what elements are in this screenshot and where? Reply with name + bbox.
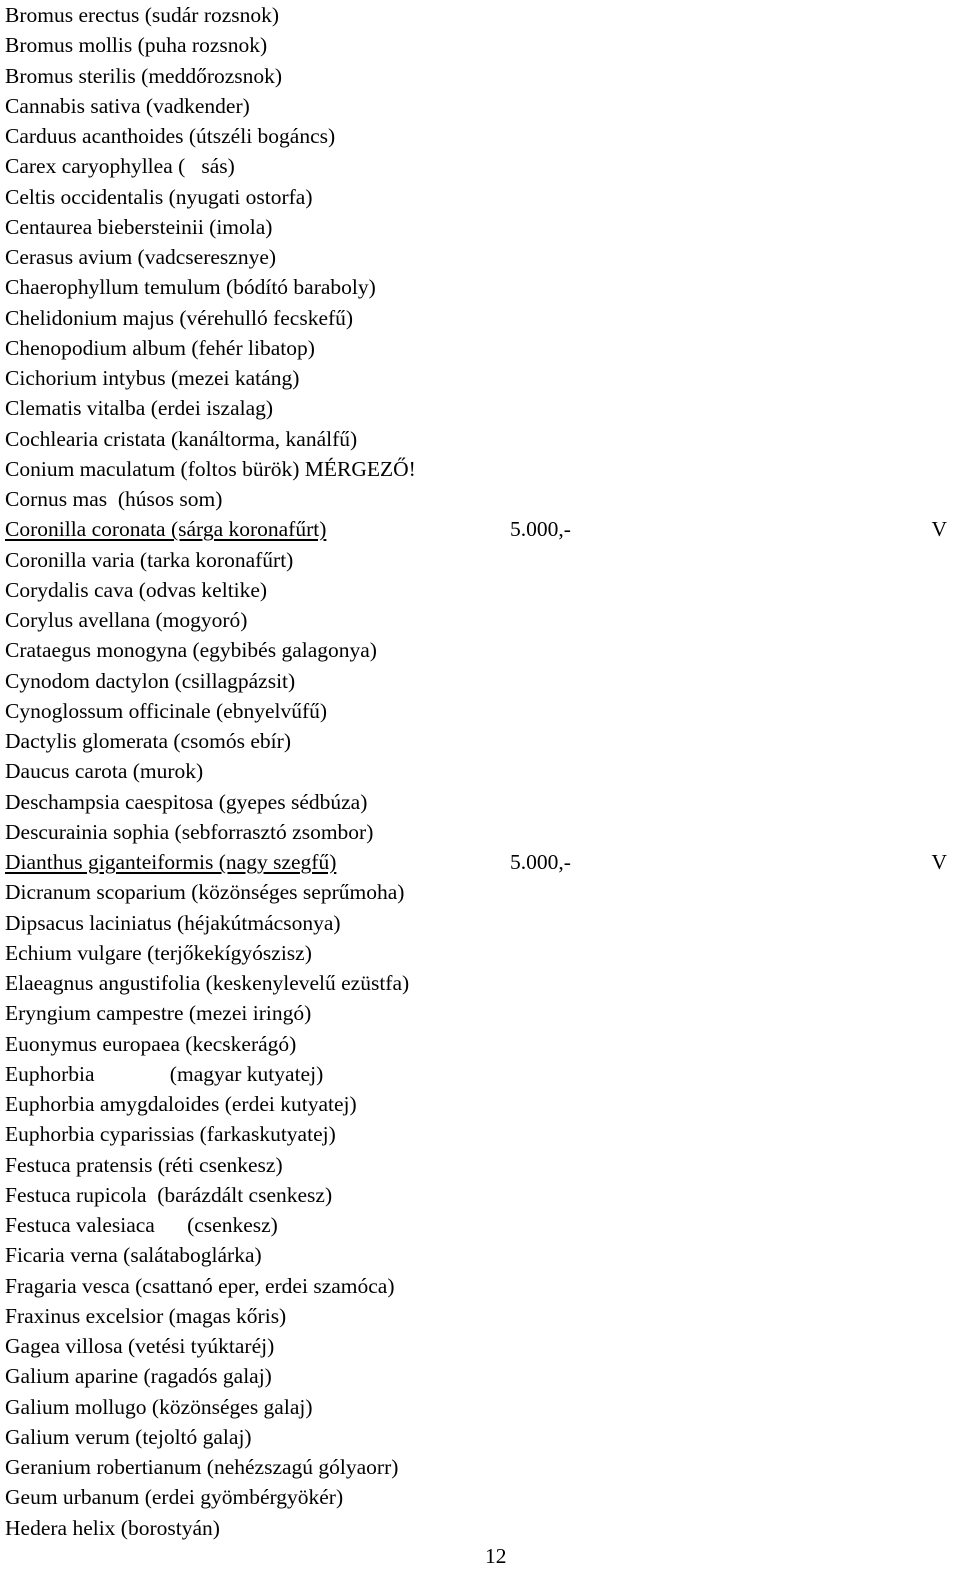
species-row (5, 61, 955, 91)
species-name: Bromus mollis (puha rozsnok) (5, 33, 268, 58)
species-name: Coronilla coronata (sárga koronafűrt) (5, 517, 327, 542)
species-row (5, 151, 955, 181)
species-row (5, 968, 955, 998)
species-name: Euphorbia amygdaloides (erdei kutyatej) (5, 1092, 357, 1116)
species-name: Centaurea biebersteinii (imola) (5, 214, 273, 239)
species-row (5, 1482, 955, 1512)
species-row (5, 545, 955, 575)
species-name: Coronilla varia (tarka koronafűrt) (5, 547, 294, 572)
species-name: Carduus acanthoides (útszéli bogáncs) (5, 124, 336, 148)
species-name: Galium verum (tejoltó galaj) (5, 1424, 252, 1449)
species-name: Crataegus monogyna (egybibés galagonya) (5, 638, 377, 663)
species-row (5, 938, 955, 968)
species-row (5, 575, 955, 605)
species-row (5, 877, 955, 907)
species-row (5, 817, 955, 847)
species-row (5, 1089, 955, 1119)
species-name: Hedera helix (borostyán) (5, 1515, 220, 1540)
species-row (5, 635, 955, 665)
species-name: Euonymus europaea (kecskerágó) (5, 1031, 297, 1056)
species-row (5, 726, 955, 756)
species-price: 5.000,- (510, 517, 571, 542)
species-name: Chelidonium majus (vérehulló fecskefű) (5, 305, 354, 330)
species-name: Geranium robertianum (nehézszagú gólyaorr) (5, 1455, 399, 1479)
species-name: Festuca rupicola (barázdált csenkesz) (5, 1182, 333, 1207)
species-name: Fraxinus excelsior (magas kőris) (5, 1303, 287, 1328)
species-name: Elaeagnus angustifolia (keskenylevelű ezüstfa) (5, 971, 410, 995)
species-name: Descurainia sophia (sebforrasztó zsombor) (5, 819, 374, 844)
species-name: Geum urbanum (erdei gyömbérgyökér) (5, 1485, 344, 1510)
species-name: Chaerophyllum temulum (bódító baraboly) (5, 275, 376, 300)
species-row (5, 1422, 955, 1452)
species-row (5, 1029, 955, 1059)
species-name: Bromus erectus (sudár rozsnok) (5, 3, 280, 27)
species-row (5, 182, 955, 212)
species-list (5, 0, 955, 1543)
species-row (5, 303, 955, 333)
species-row (5, 121, 955, 151)
species-name: Corydalis cava (odvas keltike) (5, 577, 268, 602)
species-name: Bromus sterilis (meddőrozsnok) (5, 63, 283, 88)
species-name: Euphorbia cyparissias (farkaskutyatej) (5, 1122, 336, 1147)
species-name: Dipsacus laciniatus (héjakútmácsonya) (5, 910, 341, 935)
species-name: Deschampsia caespitosa (gyepes sédbúza) (5, 789, 368, 814)
species-name: Galium aparine (ragadós galaj) (5, 1364, 272, 1389)
species-row (5, 908, 955, 938)
species-row (5, 787, 955, 817)
species-name: Cynodom dactylon (csillagpázsit) (5, 668, 296, 693)
species-row (5, 1059, 955, 1089)
species-price: 5.000,- (510, 850, 571, 874)
species-row (5, 1150, 955, 1180)
species-name: Ficaria verna (salátaboglárka) (5, 1243, 262, 1268)
species-name: Daucus carota (murok) (5, 759, 204, 784)
species-name: Celtis occidentalis (nyugati ostorfa) (5, 184, 313, 209)
species-row (5, 1210, 955, 1240)
species-name: Cannabis sativa (vadkender) (5, 93, 250, 118)
species-row (5, 91, 955, 121)
species-name: Euphorbia (magyar kutyatej) (5, 1061, 324, 1086)
species-row (5, 514, 955, 544)
species-name: Cerasus avium (vadcseresznye) (5, 245, 277, 269)
species-row (5, 454, 955, 484)
species-row (5, 0, 955, 30)
species-row (5, 393, 955, 423)
species-row (5, 1180, 955, 1210)
species-name: Cornus mas (húsos som) (5, 487, 223, 511)
species-name: Cichorium intybus (mezei katáng) (5, 366, 300, 390)
species-row (5, 1513, 955, 1543)
species-name: Festuca valesiaca (csenkesz) (5, 1213, 278, 1237)
species-row (5, 998, 955, 1028)
species-row (5, 666, 955, 696)
species-name: Echium vulgare (terjőkekígyószisz) (5, 940, 312, 965)
species-name: Chenopodium album (fehér libatop) (5, 335, 315, 360)
species-row (5, 242, 955, 272)
species-row (5, 1392, 955, 1422)
species-row (5, 484, 955, 514)
species-row (5, 272, 955, 302)
species-name: Gagea villosa (vetési tyúktaréj) (5, 1334, 275, 1358)
species-row (5, 1301, 955, 1331)
species-flag: V (931, 850, 947, 874)
species-name: Conium maculatum (foltos bürök) MÉRGEZŐ! (5, 456, 416, 481)
species-name: Festuca pratensis (réti csenkesz) (5, 1152, 283, 1177)
species-row (5, 1271, 955, 1301)
species-row (5, 424, 955, 454)
species-name: Dicranum scoparium (közönséges seprűmoha) (5, 880, 405, 905)
species-flag: V (931, 517, 947, 542)
species-row (5, 333, 955, 363)
species-name: Corylus avellana (mogyoró) (5, 608, 248, 632)
species-row (5, 1331, 955, 1361)
species-name: Dianthus giganteiformis (nagy szegfű) (5, 850, 337, 874)
species-name: Cochlearia cristata (kanáltorma, kanálfű) (5, 426, 358, 451)
page-number: 12 (485, 1544, 507, 1568)
species-row (5, 1361, 955, 1391)
species-row (5, 847, 955, 877)
species-row (5, 605, 955, 635)
species-row (5, 1119, 955, 1149)
species-name: Fragaria vesca (csattanó eper, erdei szamóca) (5, 1273, 395, 1298)
species-row (5, 696, 955, 726)
species-name: Carex caryophyllea ( sás) (5, 154, 235, 179)
species-row (5, 1240, 955, 1270)
species-name: Clematis vitalba (erdei iszalag) (5, 396, 274, 421)
species-name: Cynoglossum officinale (ebnyelvűfű) (5, 698, 328, 723)
species-name: Dactylis glomerata (csomós ebír) (5, 729, 291, 753)
species-name: Galium mollugo (közönséges galaj) (5, 1394, 313, 1419)
species-row (5, 363, 955, 393)
species-name: Eryngium campestre (mezei iringó) (5, 1001, 312, 1026)
species-row (5, 1452, 955, 1482)
species-row (5, 30, 955, 60)
species-row (5, 756, 955, 786)
species-row (5, 212, 955, 242)
